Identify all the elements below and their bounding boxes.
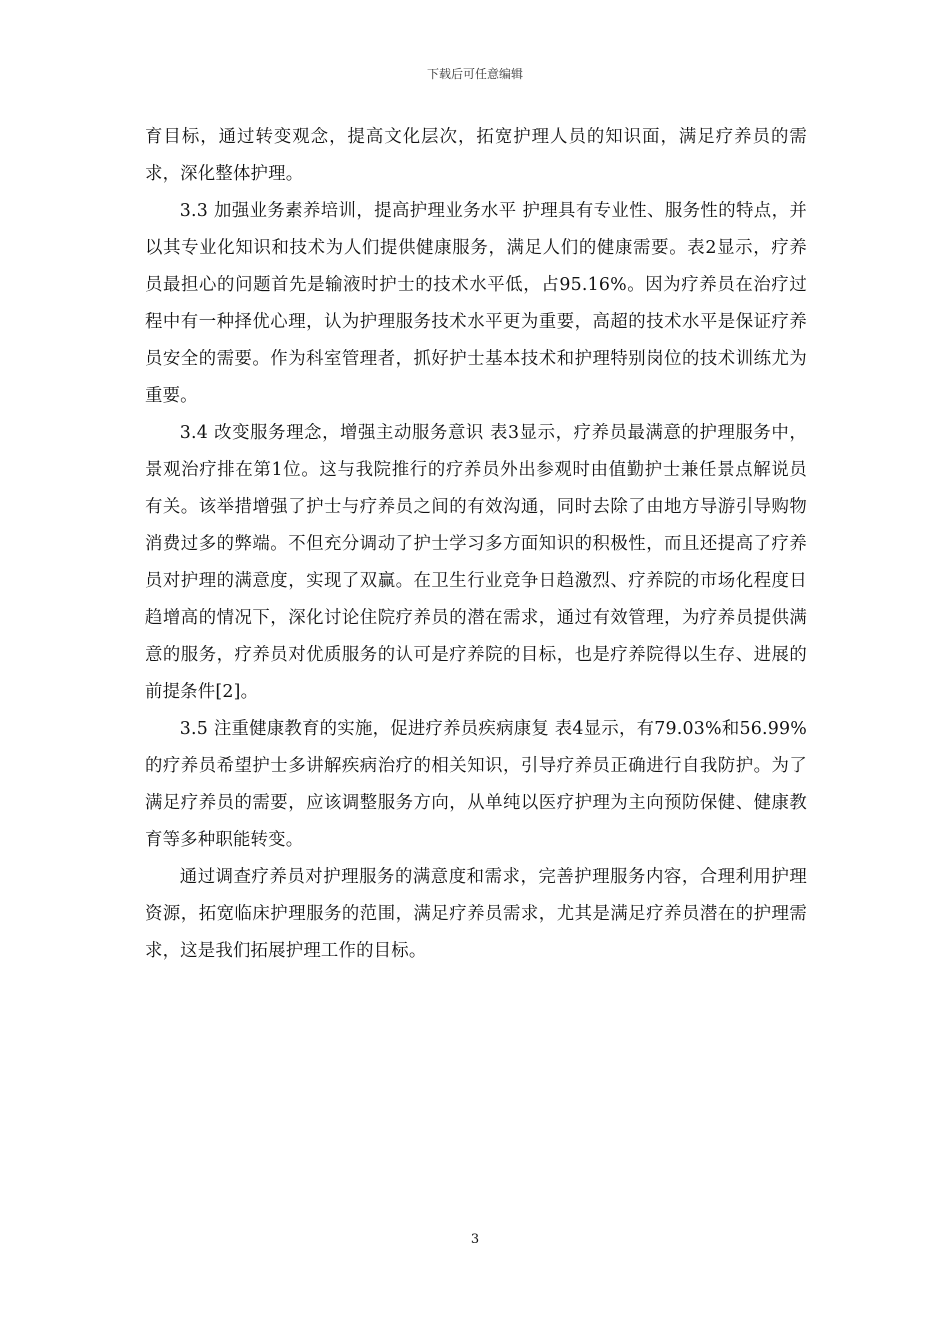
paragraph-section-3-4: 3.4 改变服务理念，增强主动服务意识 表3显示，疗养员最满意的护理服务中，景观治疗排在第1位。这与我院推行的疗养员外出参观时由值勤护士兼任景点解说员有关。该举措增强了护士与疗养员之间的有效沟通，同时去除了由地方导游引导购物消费过多的弊端。不但充分调动了护士学习多方面知识的积极性，而且还提高了疗养员对护理的满意度，实现了双赢。在卫生行业竞争日趋激烈、疗养院的市场化程度日趋增高的情况下，深化讨论住院疗养员的潜在需求，通过有效管理，为疗养员提供满意的服务，疗养员对优质服务的认可是疗养院的目标，也是疗养院得以生存、进展的前提条件[2]。: [145, 423, 807, 702]
page-number: 3: [470, 1232, 480, 1247]
paragraph-continuation: 育目标，通过转变观念，提高文化层次，拓宽护理人员的知识面，满足疗养员的需求，深化整体护理。: [145, 127, 807, 184]
paragraph-section-3-3: 3.3 加强业务素养培训，提高护理业务水平 护理具有专业性、服务性的特点，并以其专业化知识和技术为人们提供健康服务，满足人们的健康需要。表2显示，疗养员最担心的问题首先是输液时护士的技术水平低，占95.16%。因为疗养员在治疗过程中有一种择优心理，认为护理服务技术水平更为重要，高超的技术水平是保证疗养员安全的需要。作为科室管理者，抓好护士基本技术和护理特别岗位的技术训练尤为重要。: [145, 201, 807, 406]
paragraph-conclusion: 通过调查疗养员对护理服务的满意度和需求，完善护理服务内容，合理利用护理资源，拓宽临床护理服务的范围，满足疗养员需求，尤其是满足疗养员潜在的护理需求，这是我们拓展护理工作的目标。: [145, 867, 807, 961]
page-header: 下载后可任意编辑: [426, 67, 523, 81]
document-body: [145, 119, 807, 970]
paragraph-section-3-5: 3.5 注重健康教育的实施，促进疗养员疾病康复 表4显示，有79.03%和56.99%的疗养员希望护士多讲解疾病治疗的相关知识，引导疗养员正确进行自我防护。为了满足疗养员的需要，应该调整服务方向，从单纯以医疗护理为主向预防保健、健康教育等多种职能转变。: [145, 719, 807, 850]
